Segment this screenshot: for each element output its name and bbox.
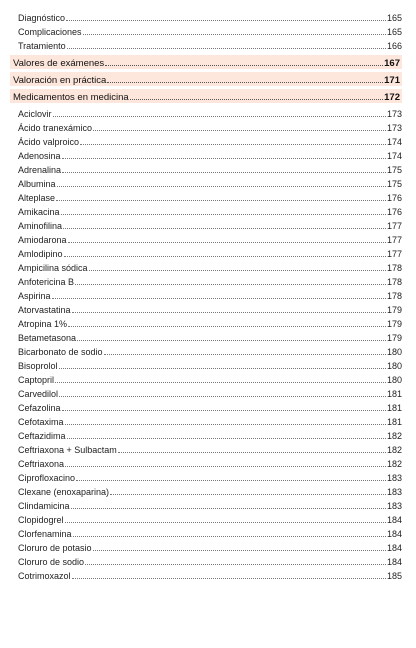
entry-page-number: 175 xyxy=(386,165,402,175)
dot-leader xyxy=(75,284,386,285)
entry-label: Ácido tranexámico xyxy=(18,123,93,133)
dot-leader xyxy=(104,354,386,355)
entry-label: Ampicilina sódica xyxy=(18,263,88,273)
entry-label: Amiodarona xyxy=(18,235,67,245)
dot-leader xyxy=(56,200,386,201)
dot-leader xyxy=(118,452,386,453)
dot-leader xyxy=(66,20,386,21)
entry-label: Adrenalina xyxy=(18,165,62,175)
entry-label: Albumina xyxy=(18,179,56,189)
toc-medication-entry[interactable] xyxy=(10,330,402,344)
entry-page-number: 178 xyxy=(386,277,402,287)
entry-page-number: 180 xyxy=(386,347,402,357)
entry-page-number: 181 xyxy=(386,389,402,399)
entry-page-number: 182 xyxy=(386,445,402,455)
entry-label: Ciprofloxacino xyxy=(18,473,76,483)
entry-label: Ceftriaxona xyxy=(18,459,65,469)
dot-leader xyxy=(71,508,386,509)
dot-leader xyxy=(105,65,383,66)
toc-medication-entry[interactable] xyxy=(10,218,402,232)
entry-page-number: 176 xyxy=(386,193,402,203)
toc-medication-entry[interactable] xyxy=(10,428,402,442)
entry-label: Clorfenamina xyxy=(18,529,72,539)
entry-label: Captopril xyxy=(18,375,55,385)
dot-leader xyxy=(63,228,386,229)
section-label: Valores de exámenes xyxy=(13,58,105,69)
entry-page-number: 181 xyxy=(386,417,402,427)
toc-medication-entry[interactable] xyxy=(10,190,402,204)
entry-label: Amlodipino xyxy=(18,249,63,259)
table-of-contents xyxy=(10,10,402,582)
dot-leader xyxy=(52,298,386,299)
dot-leader xyxy=(53,116,386,117)
toc-medication-entry[interactable] xyxy=(10,316,402,330)
dot-leader xyxy=(85,564,386,565)
entry-label: Carvedilol xyxy=(18,389,59,399)
entry-label: Ceftazidima xyxy=(18,431,66,441)
section-page: 167 xyxy=(384,58,400,69)
entry-label: Diagnóstico xyxy=(18,13,66,23)
section-label: Valoración en práctica xyxy=(13,75,107,86)
entry-page-number: 185 xyxy=(386,571,402,581)
entry-label: Cloruro de potasio xyxy=(18,543,92,553)
entry-label: Cefotaxima xyxy=(18,417,64,427)
dot-leader xyxy=(77,340,386,341)
section-page: 172 xyxy=(384,92,400,103)
toc-medication-entry[interactable] xyxy=(10,120,402,134)
toc-section-valores[interactable] xyxy=(10,55,402,69)
toc-medication-entry[interactable] xyxy=(10,540,402,554)
dot-leader xyxy=(72,578,386,579)
toc-medication-entry[interactable] xyxy=(10,106,402,120)
entry-page-number: 183 xyxy=(386,473,402,483)
entry-label: Cefazolina xyxy=(18,403,61,413)
dot-leader xyxy=(67,438,386,439)
dot-leader xyxy=(107,82,383,83)
toc-medication-entry[interactable] xyxy=(10,484,402,498)
toc-medication-entry[interactable] xyxy=(10,456,402,470)
toc-medication-entry[interactable] xyxy=(10,274,402,288)
dot-leader xyxy=(80,144,386,145)
entry-label: Bicarbonato de sodio xyxy=(18,347,103,357)
entry-label: Bisoprolol xyxy=(18,361,58,371)
entry-label: Clindamicina xyxy=(18,501,70,511)
dot-leader xyxy=(64,256,386,257)
toc-medication-entry[interactable] xyxy=(10,470,402,484)
toc-medication-entry[interactable] xyxy=(10,386,402,400)
entry-label: Cloruro de sodio xyxy=(18,557,85,567)
toc-medication-entry[interactable] xyxy=(10,162,402,176)
entry-page-number: 177 xyxy=(386,249,402,259)
dot-leader xyxy=(65,522,386,523)
dot-leader xyxy=(55,382,386,383)
toc-medication-entry[interactable] xyxy=(10,134,402,148)
entry-page-number: 178 xyxy=(386,291,402,301)
toc-section-medicamentos[interactable] xyxy=(10,89,402,103)
toc-medication-entry[interactable] xyxy=(10,288,402,302)
entry-label: Cotrimoxazol xyxy=(18,571,71,581)
toc-medication-entry[interactable] xyxy=(10,204,402,218)
entry-page-number: 184 xyxy=(386,529,402,539)
toc-entry[interactable] xyxy=(10,38,402,52)
section-label: Medicamentos en medicina xyxy=(13,92,129,103)
entry-page-number: 180 xyxy=(386,361,402,371)
dot-leader xyxy=(93,130,386,131)
entry-page-number: 183 xyxy=(386,501,402,511)
entry-label: Complicaciones xyxy=(18,27,82,37)
entry-page-number: 175 xyxy=(386,179,402,189)
dot-leader xyxy=(67,48,386,49)
dot-leader xyxy=(59,368,386,369)
entry-label: Ceftriaxona + Sulbactam xyxy=(18,445,117,455)
dot-leader xyxy=(83,34,386,35)
toc-medication-entry[interactable] xyxy=(10,232,402,246)
entry-page-number: 177 xyxy=(386,235,402,245)
toc-medication-entry[interactable] xyxy=(10,554,402,568)
dot-leader xyxy=(89,270,386,271)
dot-leader xyxy=(65,424,386,425)
entry-page-number: 173 xyxy=(386,109,402,119)
toc-medication-entry[interactable] xyxy=(10,148,402,162)
entry-page-number: 181 xyxy=(386,403,402,413)
entry-label: Clexane (enoxaparina) xyxy=(18,487,110,497)
entry-label: Amikacina xyxy=(18,207,60,217)
toc-entry[interactable] xyxy=(10,10,402,24)
entry-label: Atropina 1% xyxy=(18,319,68,329)
toc-medication-entry[interactable] xyxy=(10,246,402,260)
dot-leader xyxy=(62,410,386,411)
entry-page-number: 165 xyxy=(386,13,402,23)
toc-medication-entry[interactable] xyxy=(10,400,402,414)
toc-medication-entry[interactable] xyxy=(10,442,402,456)
toc-medication-entries xyxy=(10,106,402,582)
toc-section-valoracion[interactable] xyxy=(10,72,402,86)
dot-leader xyxy=(59,396,386,397)
toc-medication-entry[interactable] xyxy=(10,358,402,372)
entry-label: Alteplase xyxy=(18,193,56,203)
dot-leader xyxy=(130,99,383,100)
entry-label: Adenosina xyxy=(18,151,61,161)
dot-leader xyxy=(65,466,386,467)
entry-page-number: 182 xyxy=(386,431,402,441)
dot-leader xyxy=(72,312,386,313)
dot-leader xyxy=(68,242,386,243)
section-page: 171 xyxy=(384,75,400,86)
entry-label: Clopidogrel xyxy=(18,515,64,525)
entry-page-number: 184 xyxy=(386,557,402,567)
entry-page-number: 166 xyxy=(386,41,402,51)
entry-page-number: 176 xyxy=(386,207,402,217)
dot-leader xyxy=(62,158,386,159)
entry-page-number: 180 xyxy=(386,375,402,385)
entry-label: Betametasona xyxy=(18,333,77,343)
entry-page-number: 179 xyxy=(386,319,402,329)
entry-page-number: 184 xyxy=(386,515,402,525)
entry-page-number: 165 xyxy=(386,27,402,37)
toc-medication-entry[interactable] xyxy=(10,568,402,582)
entry-label: Tratamiento xyxy=(18,41,66,51)
entry-page-number: 174 xyxy=(386,137,402,147)
entry-page-number: 174 xyxy=(386,151,402,161)
dot-leader xyxy=(61,214,386,215)
toc-medication-entry[interactable] xyxy=(10,176,402,190)
dot-leader xyxy=(93,550,386,551)
entry-label: Atorvastatina xyxy=(18,305,71,315)
toc-medication-entry[interactable] xyxy=(10,498,402,512)
toc-medication-entry[interactable] xyxy=(10,344,402,358)
entry-page-number: 179 xyxy=(386,305,402,315)
entry-page-number: 179 xyxy=(386,333,402,343)
entry-page-number: 182 xyxy=(386,459,402,469)
entry-label: Ácido valproico xyxy=(18,137,80,147)
entry-page-number: 177 xyxy=(386,221,402,231)
toc-entry[interactable] xyxy=(10,24,402,38)
dot-leader xyxy=(68,326,386,327)
entry-page-number: 183 xyxy=(386,487,402,497)
toc-top-entries xyxy=(10,10,402,52)
toc-medication-entry[interactable] xyxy=(10,414,402,428)
dot-leader xyxy=(110,494,386,495)
entry-label: Anfotericina B xyxy=(18,277,75,287)
toc-medication-entry[interactable] xyxy=(10,302,402,316)
entry-label: Aspirina xyxy=(18,291,51,301)
entry-label: Aciclovir xyxy=(18,109,52,119)
dot-leader xyxy=(57,186,386,187)
entry-page-number: 184 xyxy=(386,543,402,553)
dot-leader xyxy=(76,480,386,481)
toc-medication-entry[interactable] xyxy=(10,260,402,274)
dot-leader xyxy=(73,536,386,537)
entry-label: Aminofilina xyxy=(18,221,63,231)
entry-page-number: 178 xyxy=(386,263,402,273)
toc-medication-entry[interactable] xyxy=(10,512,402,526)
toc-medication-entry[interactable] xyxy=(10,372,402,386)
dot-leader xyxy=(62,172,386,173)
toc-medication-entry[interactable] xyxy=(10,526,402,540)
entry-page-number: 173 xyxy=(386,123,402,133)
